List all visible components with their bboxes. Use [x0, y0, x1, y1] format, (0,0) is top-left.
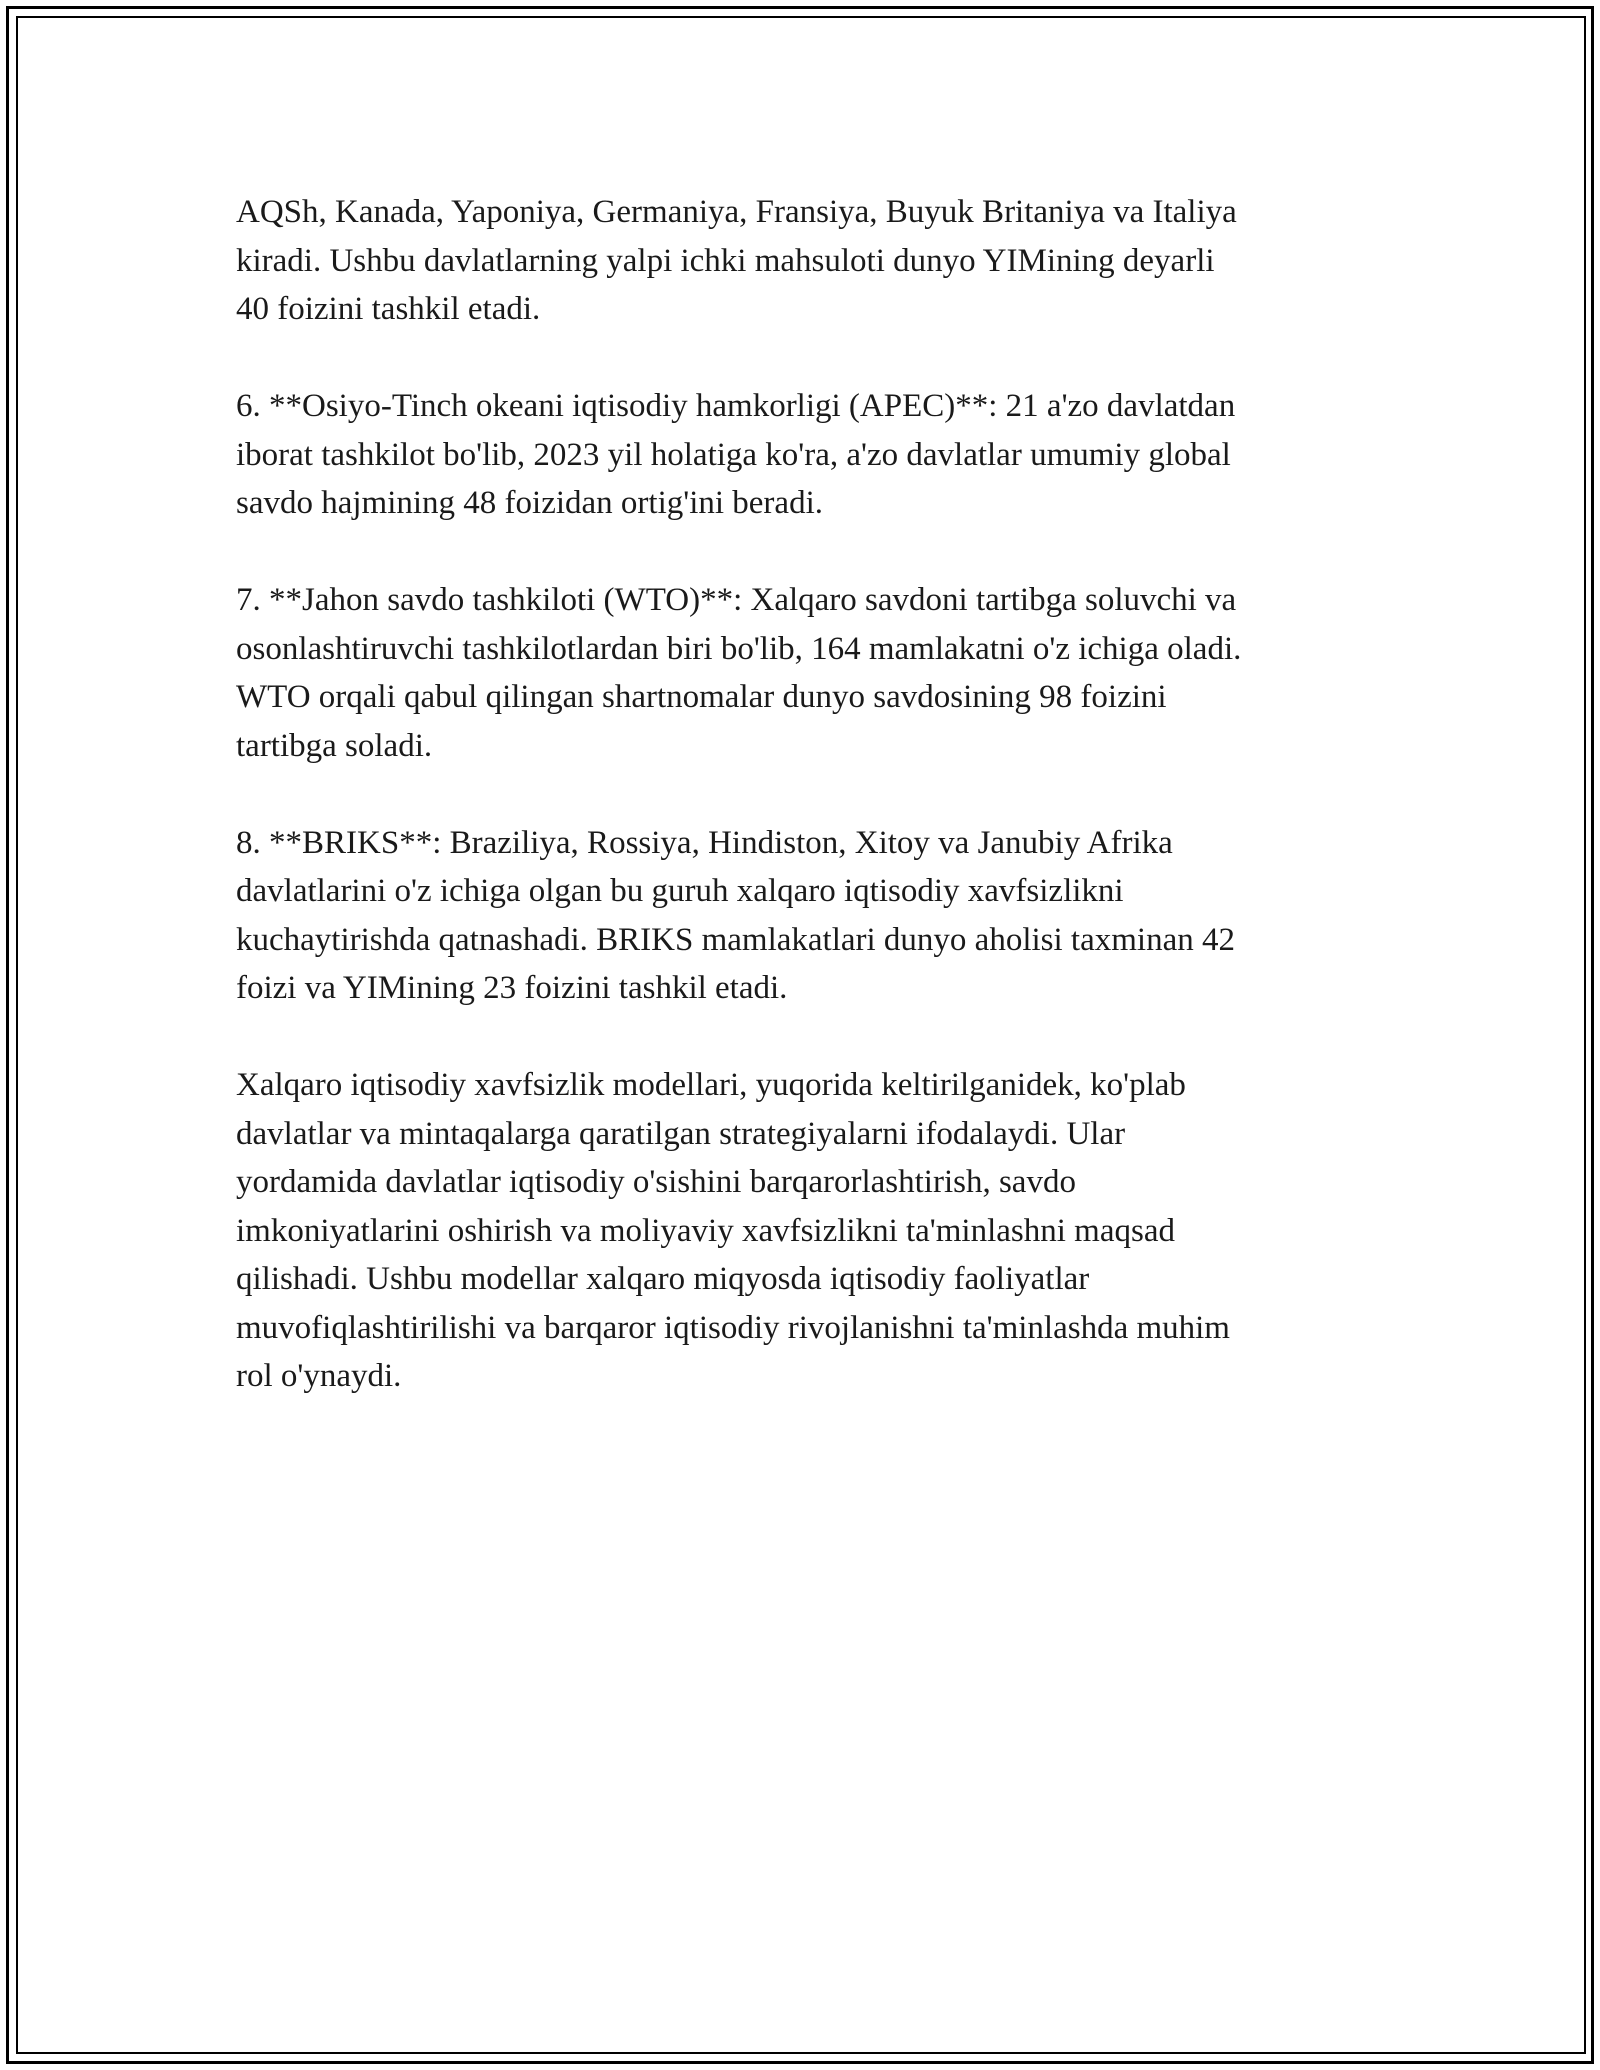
paragraph-wto: 7. **Jahon savdo tashkiloti (WTO)**: Xalqaro savdoni tartibga soluvchi va osonlashtiruvchi tashkilotlardan biri bo'lib, 164 mamlakatni o'z ichiga oladi. WTO orqali qabul qilingan shartnomalar dunyo savdosining 98 foizini tartibga soladi. [236, 582, 1242, 764]
paragraph-briks: 8. **BRIKS**: Braziliya, Rossiya, Hindiston, Xitoy va Janubiy Afrika davlatlarini o'z ichiga olgan bu guruh xalqaro iqtisodiy xavfsizlikni kuchaytirishda qatnashadi. BRIKS mamlakatlari dunyo aholisi taxminan 42 foizi va YIMining 23 foizini tashkil etadi. [236, 824, 1235, 1006]
document-body [236, 188, 1396, 1449]
paragraph-apec: 6. **Osiyo-Tinch okeani iqtisodiy hamkorligi (APEC)**: 21 a'zo davlatdan iborat tashkilot bo'lib, 2023 yil holatiga ko'ra, a'zo davlatlar umumiy global savdo hajmining 48 foizidan ortig'ini beradi. [236, 388, 1236, 521]
paragraph-g7-continuation: AQSh, Kanada, Yaponiya, Germaniya, Fransiya, Buyuk Britaniya va Italiya kiradi. Ushbu davlatlarning yalpi ichki mahsuloti dunyo YIMining deyarli 40 foizini tashkil etadi. [236, 194, 1237, 327]
paragraph-conclusion: Xalqaro iqtisodiy xavfsizlik modellari, yuqorida keltirilganidek, ko'plab davlatlar va mintaqalarga qaratilgan strategiyalarni ifodalaydi. Ular yordamida davlatlar iqtisodiy o'sishini barqarorlashtirish, savdo imkoniyatlarini oshirish va moliyaviy xavfsizlikni ta'minlashni maqsad qilishadi. Ushbu modellar xalqaro miqyosda iqtisodiy faoliyatlar muvofiqlashtirilishi va barqaror iqtisodiy rivojlanishni ta'minlashda muhim rol o'ynaydi. [236, 1067, 1230, 1394]
